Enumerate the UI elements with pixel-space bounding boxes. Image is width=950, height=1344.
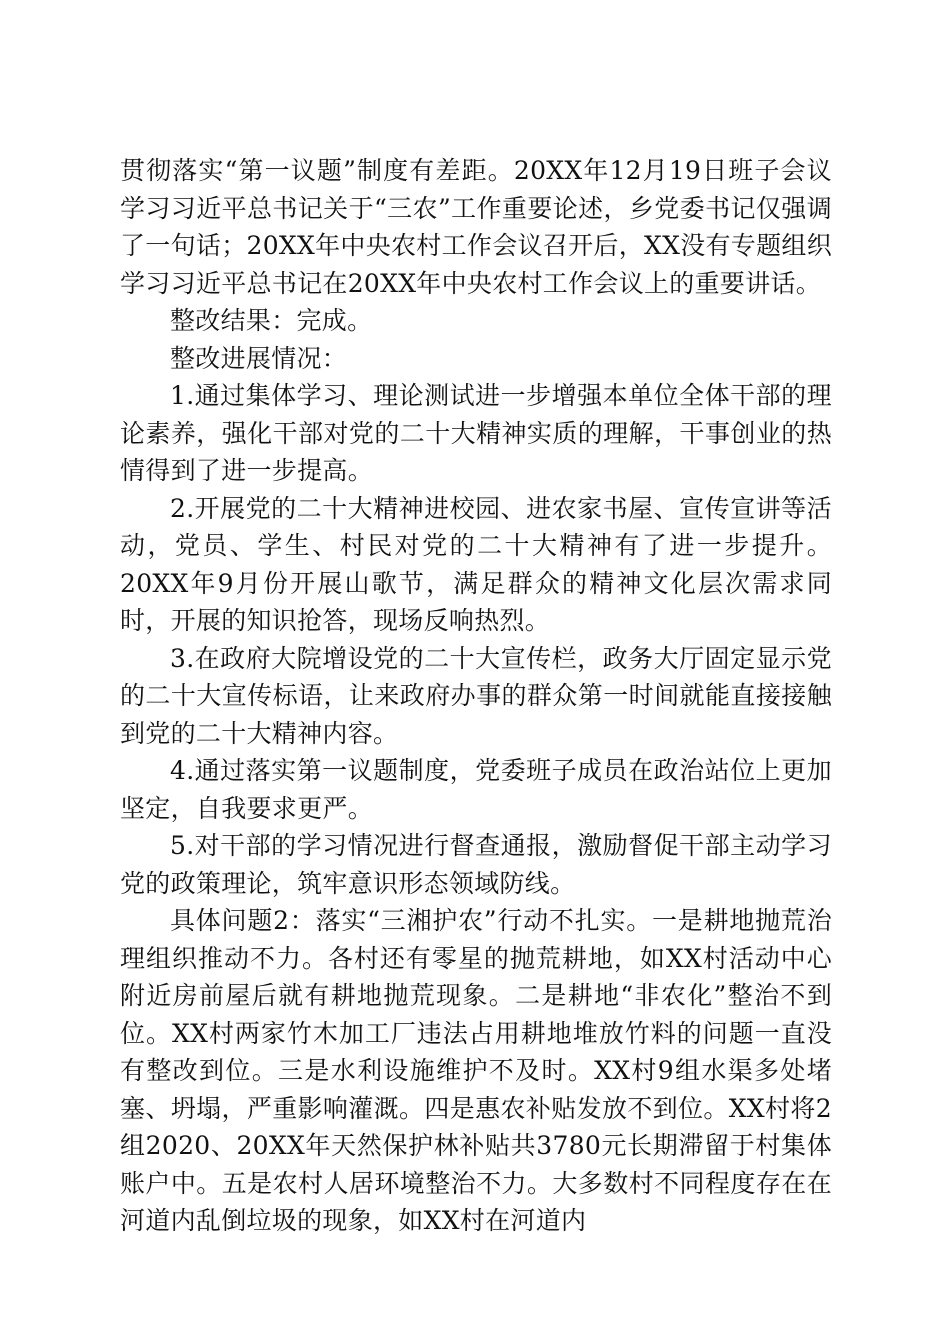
paragraph-result: 整改结果：完成。 bbox=[170, 306, 373, 335]
paragraph-progress-heading: 整改进展情况： bbox=[170, 343, 348, 373]
paragraph-item-2: 2.开展党的二十大精神进校园、进农家书屋、宣传宣讲等活动，党员、学生、村民对党的二十大精神有了进一步提升。20XX年9月份开展山歌节，满足群众的精神文化层次需求同时，开展的知识抢答，现场反响热烈。 bbox=[120, 493, 832, 635]
paragraph-problem-2: 具体问题2：落实“三湘护农”行动不扎实。一是耕地抛荒治理组织推动不力。各村还有零星的抛荒耕地，如XX村活动中心附近房前屋后就有耕地抛荒现象。二是耕地“非农化”整治不到位。XX村两家竹木加工厂违法占用耕地堆放竹料的问题一直没有整改到位。三是水利设施维护不及时。XX村9组水渠多处堵塞、坍塌，严重影响灌溉。四是惠农补贴发放不到位。XX村将2组2020、20XX年天然保护林补贴共3780元长期滞留于村集体账户中。五是农村人居环境整治不力。大多数村不同程度存在在河道内乱倒垃圾的现象，如XX村在河道内 bbox=[120, 906, 832, 1235]
paragraph-item-3: 3.在政府大院增设党的二十大宣传栏，政务大厅固定显示党的二十大宣传标语，让来政府办事的群众第一时间就能直接接触到党的二十大精神内容。 bbox=[120, 643, 832, 748]
paragraph-item-1: 1.通过集体学习、理论测试进一步增强本单位全体干部的理论素养，强化干部对党的二十大精神实质的理解，干事创业的热情得到了进一步提高。 bbox=[120, 381, 832, 485]
paragraph-item-4: 4.通过落实第一议题制度，党委班子成员在政治站位上更加坚定，自我要求更严。 bbox=[120, 756, 832, 823]
paragraph-intro: 贯彻落实“第一议题”制度有差距。20XX年12月19日班子会议学习习近平总书记关于“三农”工作重要论述，乡党委书记仅强调了一句话；20XX年中央农村工作会议召开后，XX没有专题组织学习习近平总书记在20XX年中央农村工作会议上的重要讲话。 bbox=[120, 156, 833, 298]
document-body bbox=[120, 152, 832, 1240]
paragraph-item-5: 5.对干部的学习情况进行督查通报，激励督促干部主动学习党的政策理论，筑牢意识形态领域防线。 bbox=[120, 831, 832, 898]
